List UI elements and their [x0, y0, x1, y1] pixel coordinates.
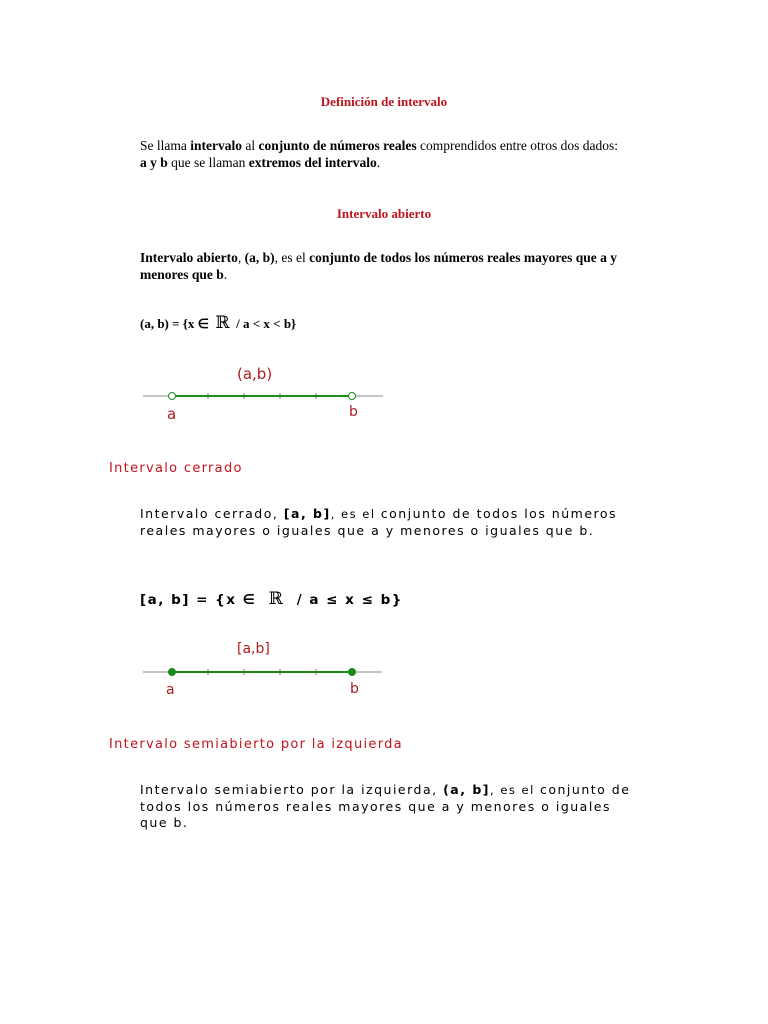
heading-definicion: Definición de intervalo [320, 94, 448, 109]
reals-symbol: ℝ [215, 313, 230, 333]
figure-title: [a,b] [237, 641, 270, 657]
label-a: a [166, 682, 175, 698]
heading-intervalo-cerrado: Intervalo cerrado [109, 461, 243, 476]
formula-abierto: (a, b) = {x ∈ ℝ / a < x < b} [140, 313, 297, 333]
open-endpoint-b [349, 393, 356, 400]
paragraph-definicion: Se llama intervalo al conjunto de números reales comprendidos entre otros dos dados: a y b que se llaman extremos del intervalo. [140, 138, 618, 170]
figure-title: (a,b) [237, 365, 273, 383]
open-endpoint-a [169, 393, 176, 400]
heading-intervalo-semiabierto-izquierda: Intervalo semiabierto por la izquierda [109, 737, 403, 752]
figure-closed-interval [140, 637, 390, 707]
figure-open-interval [140, 360, 390, 430]
closed-endpoint-a [169, 669, 176, 676]
paragraph-intervalo-semiabierto: Intervalo semiabierto por la izquierda, (a, b], es el conjunto de todos los números reales mayores que a y menores o iguales que b. [140, 782, 631, 830]
reals-symbol: ℝ [268, 589, 285, 609]
label-b: b [350, 681, 359, 697]
formula-cerrado: [a, b] = {x ∈ ℝ / a ≤ x ≤ b} [140, 589, 403, 609]
label-a: a [167, 405, 177, 423]
heading-intervalo-abierto: Intervalo abierto [336, 206, 432, 221]
closed-endpoint-b [349, 669, 356, 676]
paragraph-intervalo-abierto: Intervalo abierto, (a, b), es el conjunto de todos los números reales mayores que a y menores que b. [140, 250, 617, 282]
paragraph-intervalo-cerrado: Intervalo cerrado, [a, b], es el conjunto de todos los números reales mayores o iguales que a y menores o iguales que b. [140, 506, 618, 538]
label-b: b [349, 404, 358, 420]
